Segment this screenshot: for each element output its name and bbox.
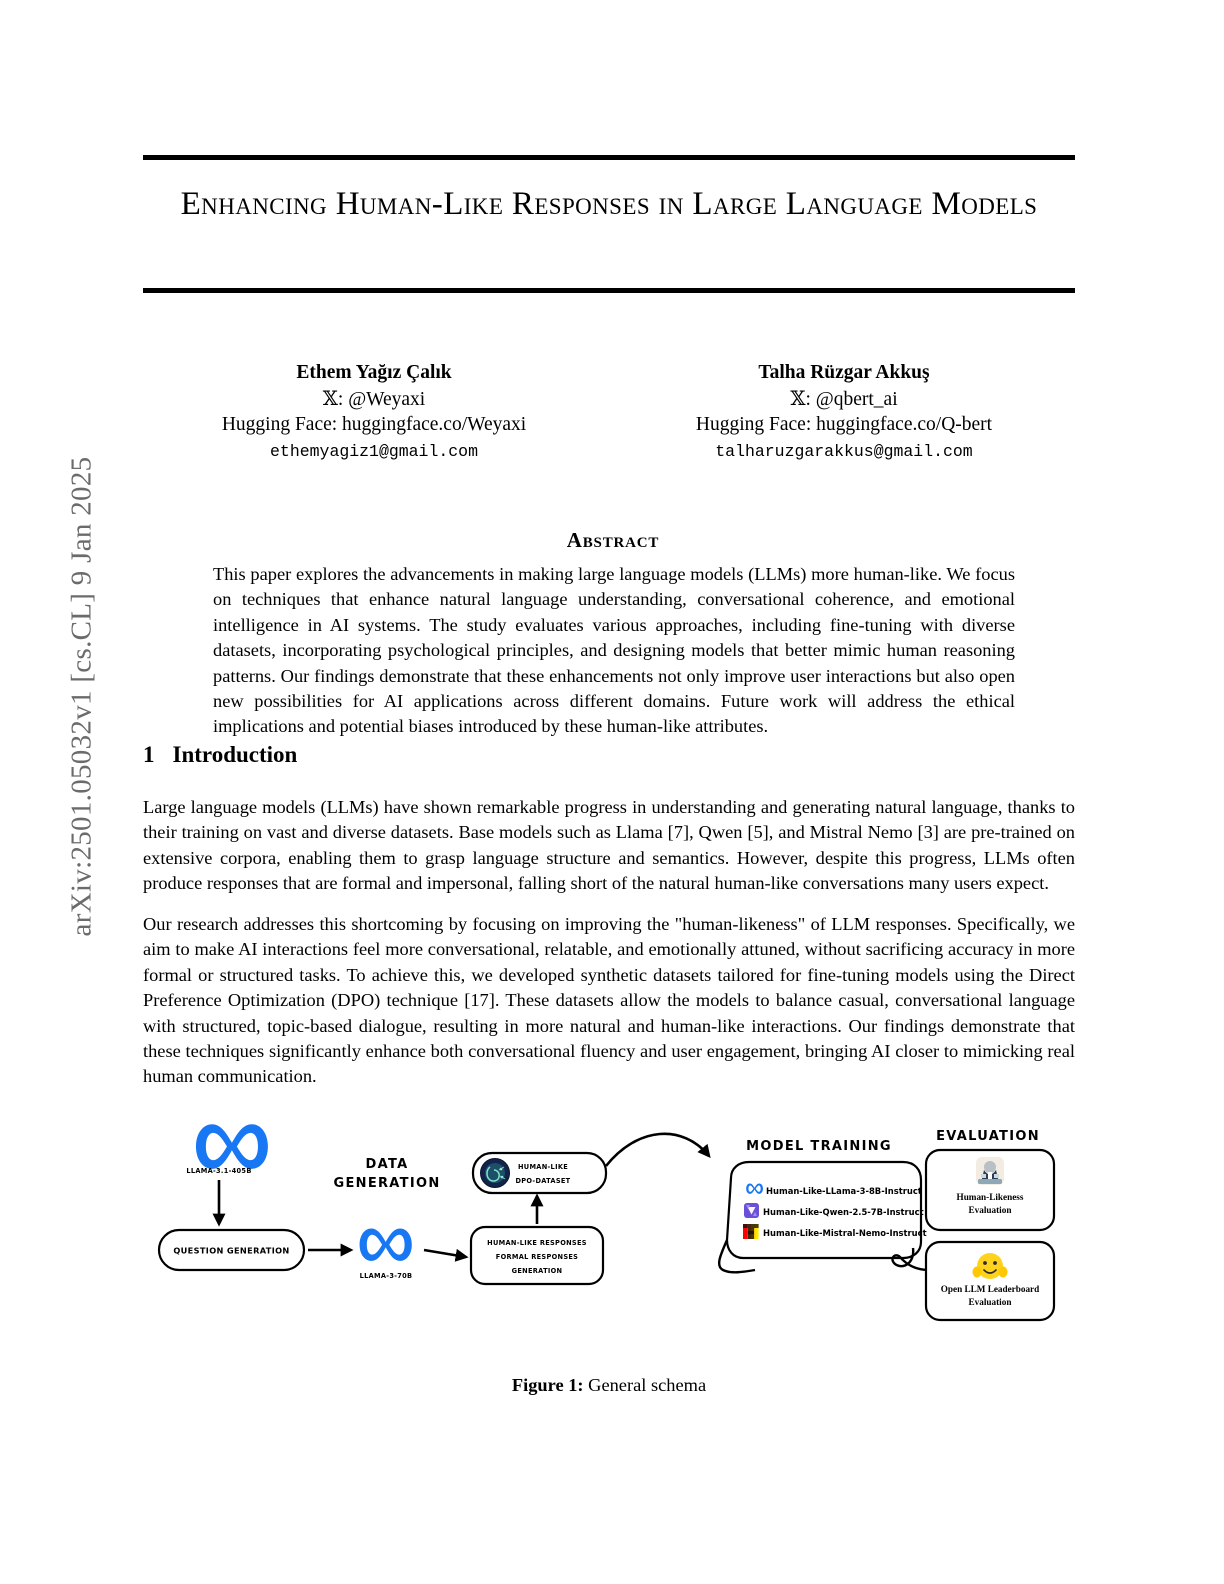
evaluation-2-line-1: Open LLM Leaderboard	[940, 1284, 1040, 1294]
intro-paragraph-2: Our research addresses this shortcoming by focusing on improving the "human-likeness" of LLM responses. Specifically, we aim to make AI interactions feel more conversational, relatable, and emotionally attuned, without sacrificing accuracy in more formal or structured tasks. To achieve this, we developed synthetic datasets tailored for fine-tuning models using the Direct Preference Optimization (DPO) technique [17]. These datasets allow the models to balance casual, conversational language with structured, topic-based dialogue, resulting in more natural and human-like interactions. Our findings demonstrate that these techniques significantly enhance both conversational fluency and user engagement, bringing AI closer to mimicking real human communication.	[143, 914, 1075, 1087]
llama-70b-label: LLAMA-3-70B	[359, 1272, 413, 1280]
judge-emoji-icon	[976, 1157, 1004, 1185]
section-number: 1	[143, 742, 155, 767]
author-email: talharuzgarakkus@gmail.com	[715, 442, 973, 461]
evaluation-1-line-1: Human-Likeness	[956, 1192, 1024, 1202]
abstract-heading: Abstract	[566, 528, 660, 552]
author-entry	[669, 360, 1019, 464]
author-huggingface-link: Hugging Face: huggingface.co/Q-bert	[695, 414, 993, 435]
evaluation-2-line-2: Evaluation	[968, 1297, 1012, 1307]
dpo-dataset-line-1: HUMAN-LIKE	[517, 1163, 569, 1171]
figure-caption-label: Figure 1:	[511, 1375, 584, 1395]
question-generation-label: QUESTION GENERATION	[173, 1245, 290, 1256]
model-label-qwen: Human-Like-Qwen-2.5-7B-Instruct	[763, 1207, 924, 1217]
figure-caption-text: General schema	[583, 1375, 707, 1395]
mistral-logo-icon	[743, 1224, 759, 1239]
author-entry	[199, 360, 549, 464]
section-heading-introduction	[143, 742, 297, 768]
model-training-heading: MODEL TRAINING	[746, 1139, 892, 1154]
llama-405b-label: LLAMA-3.1-405B	[186, 1167, 252, 1175]
evaluation-1-line-2: Evaluation	[968, 1205, 1012, 1215]
author-name: Ethem Yağız Çalık	[296, 362, 452, 383]
author-name: Talha Rüzgar Akkuş	[758, 362, 930, 383]
meta-logo-70b-icon	[360, 1229, 412, 1261]
model-row	[746, 1183, 922, 1196]
author-email: ethemyagiz1@gmail.com	[270, 442, 478, 461]
intro-paragraph-1: Large language models (LLMs) have shown remarkable progress in understanding and generating natural language, thanks to their training on vast and diverse datasets. Base models such as Llama [7], Qwen [5], and Mistral Nemo [3] are pre-trained on extensive corpora, enabling them to grasp language structure and semantics. However, despite this progress, LLMs often produce responses that are formal and impersonal, falling short of the natural human-like conversations many users expect.	[143, 797, 1075, 894]
dpo-dataset-line-2: DPO-DATASET	[515, 1177, 571, 1185]
data-generation-heading-line2: GENERATION	[333, 1176, 441, 1191]
title-rule-bottom	[143, 288, 1075, 293]
figure-1	[143, 1100, 1075, 1350]
author-block	[143, 360, 1075, 464]
page-title: Enhancing Human-Like Responses in Large Language Models	[180, 186, 1038, 222]
author-x-handle: 𝕏: @Weyaxi	[322, 389, 426, 410]
qwen-logo-icon	[744, 1203, 759, 1218]
model-label-llama: Human-Like-LLama-3-8B-Instruct	[766, 1186, 922, 1196]
dpo-dataset-brain-icon	[481, 1159, 510, 1188]
section-title: Introduction	[172, 742, 298, 767]
responses-line-3: GENERATION	[511, 1267, 563, 1275]
responses-line-1: HUMAN-LIKE RESPONSES	[487, 1239, 587, 1247]
figure-caption	[143, 1375, 1075, 1396]
meta-logo-405b-icon	[196, 1124, 268, 1169]
evaluation-heading: EVALUATION	[936, 1129, 1040, 1144]
title-rule-top	[143, 155, 1075, 160]
responses-line-2: FORMAL RESPONSES	[495, 1253, 579, 1261]
arxiv-stamp: arXiv:2501.05032v1 [cs.CL] 9 Jan 2025	[65, 456, 98, 937]
abstract-body: This paper explores the advancements in making large language models (LLMs) more human-like. We focus on techniques that enhance natural language understanding, conversational coherence, and emotional intelligence in AI systems. The study evaluates various approaches, including fine-tuning with diverse datasets, incorporating psychological principles, and designing models that better mimic human reasoning patterns. Our findings demonstrate that these enhancements not only improve user interactions but also open new possibilities for AI applications across different domains. Future work will address the ethical implications and potential biases introduced by these human-like attributes.	[213, 564, 1015, 737]
model-label-mistral: Human-Like-Mistral-Nemo-Instruct	[763, 1228, 927, 1238]
data-generation-heading-line1: DATA	[365, 1157, 409, 1172]
author-huggingface-link: Hugging Face: huggingface.co/Weyaxi	[221, 414, 527, 435]
author-x-handle: 𝕏: @qbert_ai	[790, 389, 898, 410]
